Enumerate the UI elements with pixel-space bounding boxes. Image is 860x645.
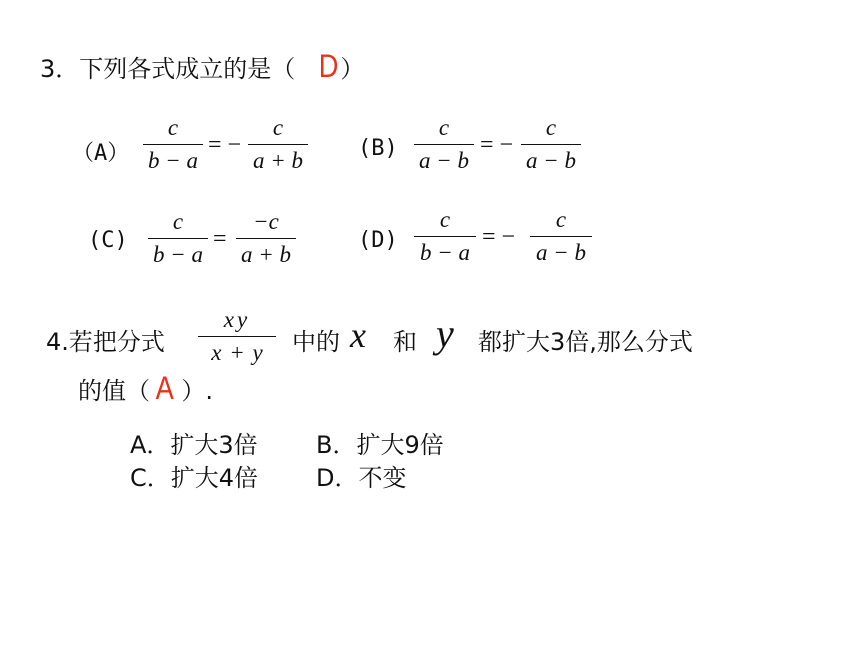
q3-option-b-lhs-fraction: c a − b [414, 114, 474, 175]
q4-line2-suffix: ）. [181, 377, 213, 405]
q3-stem [40, 48, 364, 85]
q3-option-c-lhs-fraction: c b − a [148, 208, 208, 269]
q3-option-d-label: (D) [358, 228, 398, 253]
q4-fraction: xy x + y [198, 306, 276, 367]
q4-var-y: y [436, 311, 454, 356]
q4-line2-prefix: 的值（ [78, 377, 150, 405]
q4-stem-part2: 中的 [292, 328, 340, 356]
q3-option-a-label: （A） [72, 141, 130, 166]
q3-option-b-label: (B) [358, 136, 398, 161]
q3-option-b-operator: = − [480, 132, 514, 158]
q3-option-c-operator: = [213, 226, 227, 252]
q4-stem-part4: 都扩大3倍,那么分式 [478, 328, 693, 356]
q3-option-a-lhs-fraction: c b − a [143, 114, 203, 175]
q4-choice-c: C．扩大4倍 [130, 464, 259, 492]
q4-line2 [78, 370, 213, 407]
q3-option-b-rhs-fraction: c a − b [521, 114, 581, 175]
q3-option-a-rhs-fraction: c a + b [248, 114, 308, 175]
q3-option-d-operator: = − [482, 224, 516, 250]
q3-option-c-rhs-fraction: −c a + b [236, 208, 296, 269]
q4-choice-d: D．不变 [316, 464, 407, 492]
q4-stem-part1: 4.若把分式 [46, 328, 165, 356]
q3-option-d-rhs-fraction: c a − b [530, 206, 592, 267]
q3-stem-suffix: ） [340, 55, 365, 83]
q3-option-d-lhs-fraction: c b − a [414, 206, 476, 267]
q4-var-x: x [350, 315, 366, 355]
q4-choice-a: A．扩大3倍 [130, 431, 258, 459]
q3-stem-prefix: 3．下列各式成立的是（ [40, 55, 296, 83]
q3-answer: D [319, 48, 339, 84]
q4-answer: A [155, 370, 174, 406]
q4-choice-b: B．扩大9倍 [316, 431, 444, 459]
q4-stem-part3: 和 [393, 328, 417, 356]
q3-option-c-label: (C) [88, 228, 128, 253]
q3-option-a-operator: = − [208, 132, 242, 158]
